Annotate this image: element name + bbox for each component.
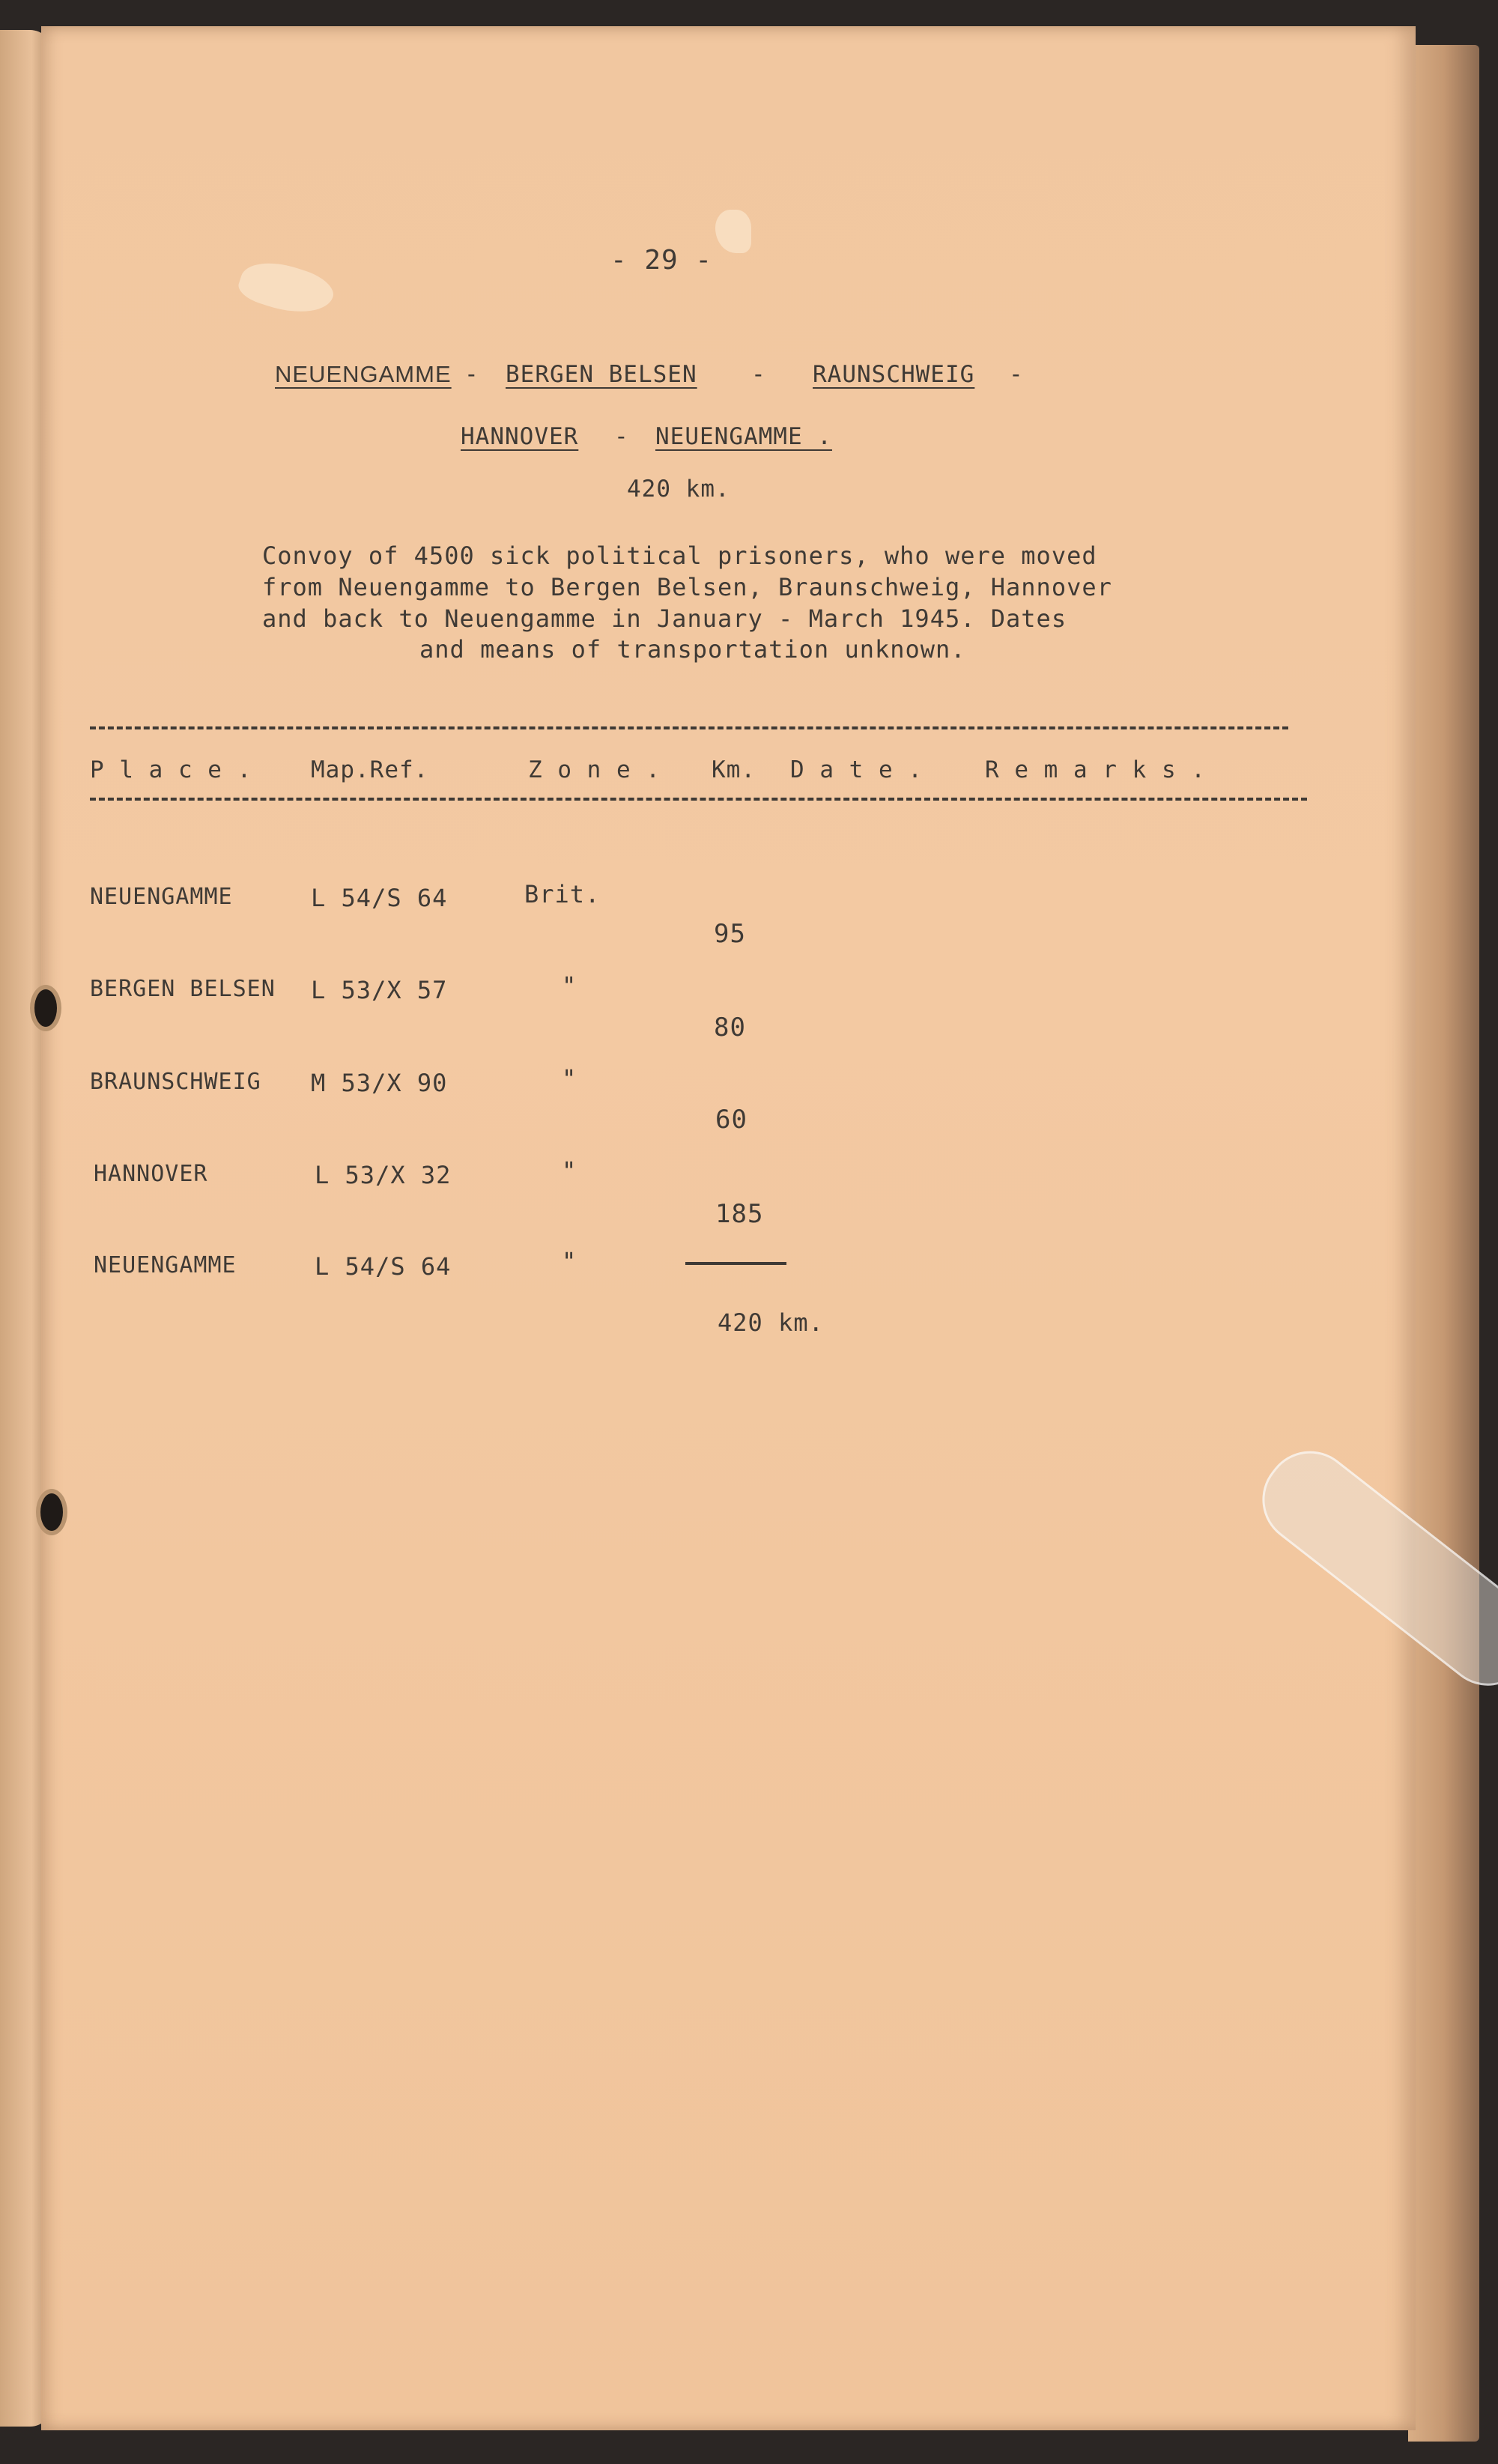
table-cell-place: NEUENGAMME — [90, 884, 233, 910]
title-separator: - — [751, 361, 766, 388]
route-distance: 420 km. — [627, 476, 730, 503]
table-cell-zone: " — [562, 1247, 577, 1275]
table-cell-map-ref: M 53/X 90 — [311, 1069, 448, 1097]
table-cell-map-ref: L 53/X 57 — [311, 976, 448, 1004]
column-header-km: Km. — [712, 756, 756, 783]
table-cell-place: NEUENGAMME — [94, 1252, 237, 1278]
table-cell-place: BRAUNSCHWEIG — [90, 1069, 261, 1095]
paper-stain — [715, 210, 751, 253]
column-header-place: P l a c e . — [90, 756, 252, 783]
title-separator: - — [1009, 361, 1024, 388]
paper-stain — [235, 252, 338, 324]
table-cell-map-ref: L 53/X 32 — [315, 1161, 452, 1189]
title-place-2: BERGEN BELSEN — [506, 361, 697, 388]
sum-rule — [685, 1262, 786, 1265]
table-top-rule — [90, 726, 1288, 729]
total-distance: 420 km. — [718, 1308, 824, 1337]
leg-distance: 95 — [714, 919, 746, 949]
table-cell-place: HANNOVER — [94, 1161, 208, 1187]
title-place-5: NEUENGAMME . — [655, 423, 832, 450]
leg-distance: 185 — [715, 1199, 764, 1229]
description-line: Convoy of 4500 sick political prisoners, who were moved — [262, 541, 1097, 570]
description-line: from Neuengamme to Bergen Belsen, Braunschweig, Hannover — [262, 573, 1112, 601]
description-line: and means of transportation unknown. — [419, 635, 966, 664]
binding-hole — [36, 1489, 67, 1535]
table-cell-zone: Brit. — [524, 880, 601, 908]
table-header-rule — [90, 798, 1307, 801]
title-place-3: RAUNSCHWEIG — [813, 361, 975, 388]
title-separator: - — [464, 361, 479, 388]
column-header-zone: Z o n e . — [528, 756, 661, 783]
page-edge-stack — [1408, 45, 1479, 2442]
title-place-4: HANNOVER — [461, 423, 579, 450]
document-page — [41, 26, 1416, 2430]
table-cell-place: BERGEN BELSEN — [90, 976, 276, 1002]
leg-distance: 60 — [715, 1105, 748, 1135]
leg-distance: 80 — [714, 1013, 746, 1043]
table-cell-map-ref: L 54/S 64 — [315, 1252, 452, 1281]
table-cell-zone: " — [562, 971, 577, 1000]
title-separator: - — [614, 423, 629, 450]
description-line: and back to Neuengamme in January - March 1945. Dates — [262, 604, 1067, 633]
binding-hole — [30, 985, 61, 1031]
column-header-date: D a t e . — [790, 756, 923, 783]
title-place-1: NEUENGAMME — [275, 361, 452, 387]
column-header-remarks: R e m a r k s . — [985, 756, 1206, 783]
table-cell-map-ref: L 54/S 64 — [311, 884, 448, 912]
table-cell-zone: " — [562, 1064, 577, 1093]
table-cell-zone: " — [562, 1156, 577, 1185]
page-number: - 29 - — [610, 245, 713, 276]
column-header-map-ref: Map.Ref. — [311, 756, 429, 783]
